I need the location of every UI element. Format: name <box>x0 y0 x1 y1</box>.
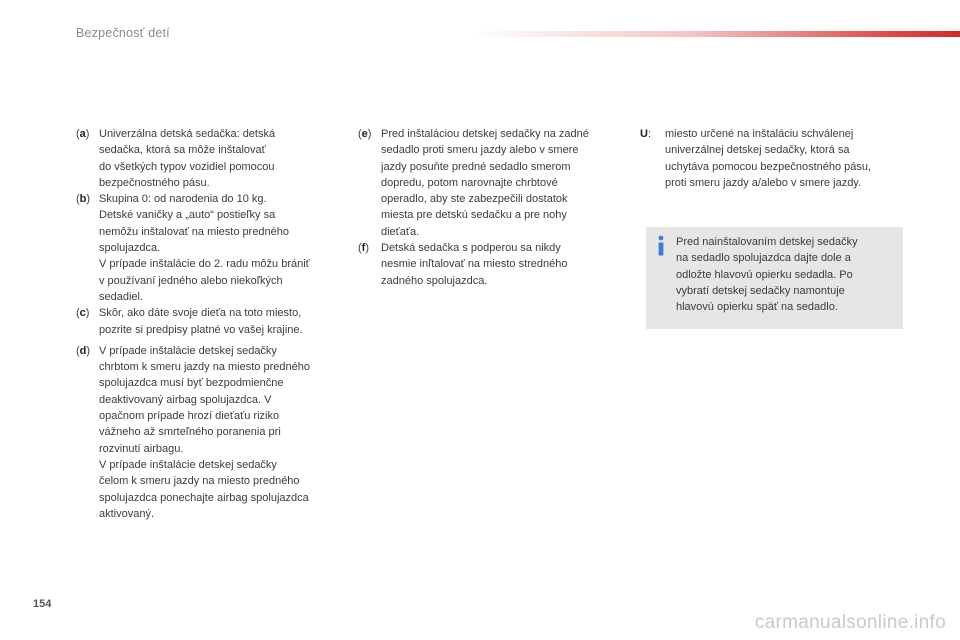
item-text-line: zadného spolujazdca. <box>381 274 488 287</box>
item-text-line: spolujazdca. <box>99 242 161 255</box>
column-middle <box>358 126 628 289</box>
info-text-line: hlavovú opierku späť na sedadlo. <box>676 301 838 314</box>
item-text-line: chrbtom k smeru jazdy na miesto predného <box>99 361 310 374</box>
item-text-line: nemôžu inštalovať na miesto predného <box>99 225 290 238</box>
info-text <box>676 234 896 315</box>
item-text-line: miesta pre detskú sedačku a pre nohy <box>381 209 567 222</box>
item-text-line: Detské vaničky a „auto“ postieľky sa <box>99 209 276 222</box>
list-item-f <box>358 240 628 289</box>
item-text-line: pozrite si predpisy platné vo vašej krajine. <box>99 323 303 336</box>
item-text-line: operadlo, aby ste zabezpečili dostatok <box>381 193 568 206</box>
item-text-line: sedačka, ktorá sa môže inštalovať <box>99 144 266 157</box>
list-item-b <box>76 191 346 305</box>
item-text-line: univerzálnej detskej sedačky, ktorá sa <box>665 144 850 157</box>
item-letter: (a) <box>76 128 90 140</box>
info-box <box>646 227 903 329</box>
item-text-line: Skôr, ako dáte svoje dieťa na toto miesto, <box>99 307 302 320</box>
info-icon <box>654 235 668 257</box>
item-text-line: spolujazdca musí byť bezpodmienčne <box>99 377 284 390</box>
item-text-line: aktivovaný. <box>99 507 155 520</box>
header-accent-bar <box>470 31 960 37</box>
item-text-line: čelom k smeru jazdy na miesto predného <box>99 475 300 488</box>
item-text-line: dieťaťa. <box>381 225 420 238</box>
item-text-line: deaktivovaný airbag spolujazdca. V <box>99 393 272 406</box>
info-text-line: Pred nainštalovaním detskej sedačky <box>676 236 858 248</box>
item-letter: (e) <box>358 128 372 140</box>
item-text-line: Univerzálna detská sedačka: detská <box>99 128 276 140</box>
item-letter: (f) <box>358 242 370 255</box>
item-text-line: v používaní jedného alebo niekoľkých <box>99 274 283 287</box>
list-item-e <box>358 126 628 240</box>
page-number: 154 <box>33 598 52 610</box>
info-text-line: na sedadlo spolujazdca dajte dole a <box>676 252 851 265</box>
item-text-line: nesmie inľtalovať na miesto stredného <box>381 258 568 271</box>
list-item-d <box>76 343 346 522</box>
column-right <box>640 126 904 191</box>
item-text-line: dopredu, potom narovnajte chrbtové <box>381 176 558 189</box>
watermark: carmanualsonline.info <box>754 612 946 633</box>
item-text-line: Detská sedačka s podperou sa nikdy <box>381 242 561 255</box>
item-text-line: jazdy posuňte predné sedadlo smerom <box>381 160 571 173</box>
item-text-line: opačnom prípade hrozí dieťaťu riziko <box>99 410 280 423</box>
item-letter: (d) <box>76 344 91 357</box>
item-text-line: bezpečnostného pásu. <box>99 176 210 189</box>
item-letter: U: <box>640 128 652 140</box>
info-text-line: odložte hlavovú opierku sedadla. Po <box>676 268 853 281</box>
item-text-line: rozvinutí airbagu. <box>99 442 184 455</box>
info-text-line: vybratí detskej sedačky namontuje <box>676 284 845 297</box>
item-text-line: sedadiel. <box>99 290 144 303</box>
column-left <box>76 126 346 522</box>
item-text-line: uchytáva pomocou bezpečnostného pásu, <box>665 160 872 173</box>
item-letter: (b) <box>76 193 91 206</box>
item-letter: (c) <box>76 307 90 320</box>
item-text-line: miesto určené na inštaláciu schválenej <box>665 128 854 140</box>
item-text-line: vážneho až smrteľného poranenia pri <box>99 426 281 439</box>
page-section-title: Bezpečnosť detí <box>76 26 170 40</box>
list-item-u <box>640 126 904 191</box>
item-text-line: V prípade inštalácie detskej sedačky <box>99 344 277 357</box>
item-text-line: V prípade inštalácie do 2. radu môžu brániť <box>99 258 310 271</box>
item-text-line: Pred inštaláciou detskej sedačky na zadné <box>381 128 589 140</box>
item-text-line: sedadlo proti smeru jazdy alebo v smere <box>381 144 579 157</box>
item-text-line: V prípade inštalácie detskej sedačky <box>99 458 277 471</box>
item-text-line: do všetkých typov vozidiel pomocou <box>99 160 275 173</box>
list-item-c <box>76 305 346 338</box>
item-text-line: Skupina 0: od narodenia do 10 kg. <box>99 193 267 206</box>
item-text-line: spolujazdca ponechajte airbag spolujazdca <box>99 491 309 504</box>
list-item-a <box>76 126 346 191</box>
item-text-line: proti smeru jazdy a/alebo v smere jazdy. <box>665 176 862 189</box>
